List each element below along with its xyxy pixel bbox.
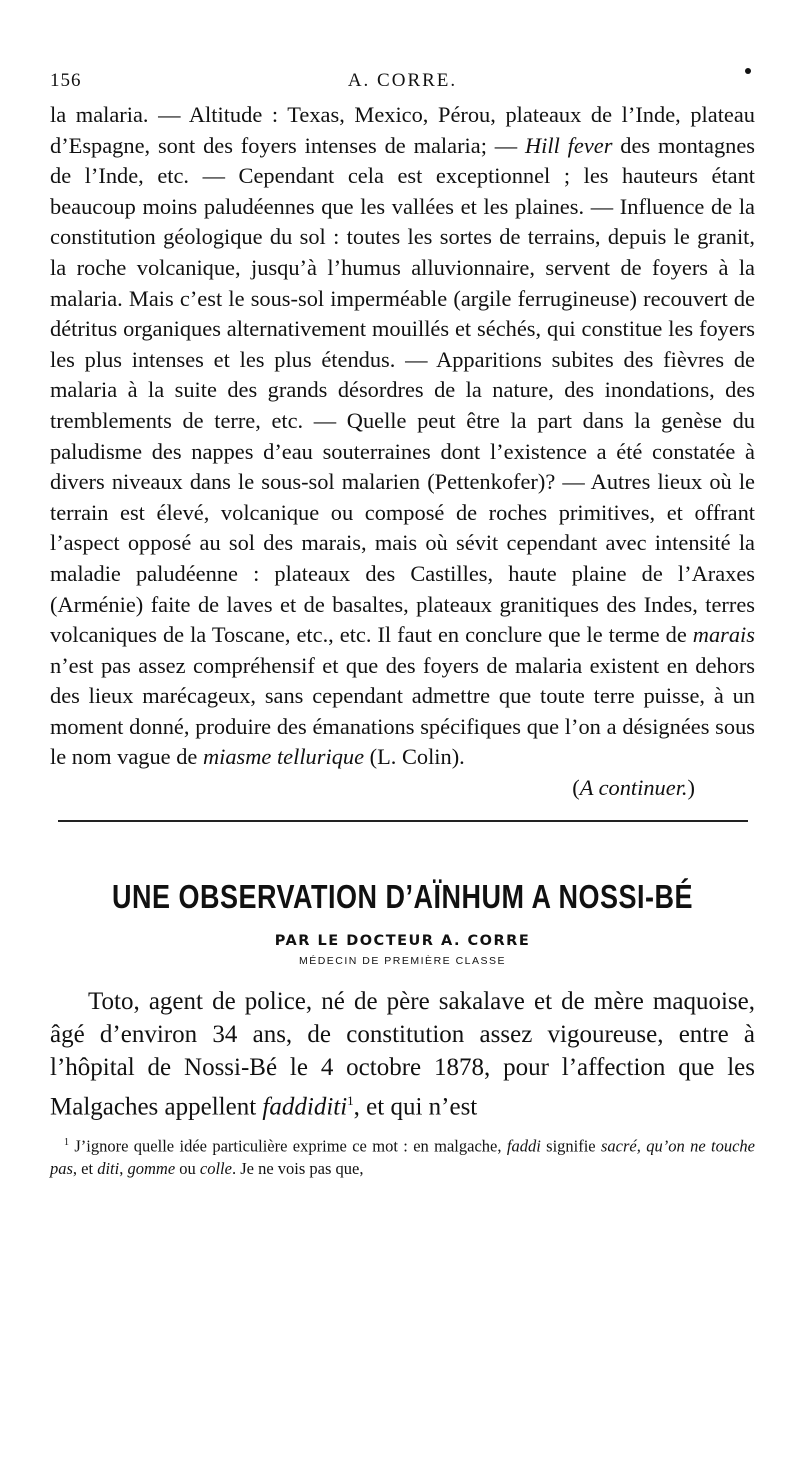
italic-phrase: sacré, qu’on ne touche pas	[50, 1136, 756, 1179]
page-number: 156	[50, 70, 82, 91]
text-run: ,	[119, 1159, 128, 1179]
footnote	[50, 1131, 755, 1181]
book-page	[50, 70, 755, 1197]
italic-phrase: colle	[199, 1159, 232, 1179]
text-run: la malaria. — Altitude : Texas, Mexico, Pérou, plateaux de l’Inde, plateau d’Espagne, sont des foyers intenses de malaria; —	[50, 102, 755, 158]
text-run: , et	[72, 1159, 98, 1179]
italic-phrase: marais	[692, 622, 755, 648]
italic-phrase: diti	[97, 1159, 120, 1179]
italic-phrase: Hill fever	[525, 132, 613, 158]
running-head	[50, 70, 755, 100]
article-author: PAR LE DOCTEUR A. CORRE	[274, 932, 531, 949]
italic-phrase: miasme tellurique	[202, 744, 365, 770]
continued-paragraph	[50, 100, 755, 773]
text-run: J’ignore quelle idée particulière exprime ce mot : en malgache,	[74, 1136, 507, 1156]
author-rank: MÉDECIN DE PREMIÈRE CLASSE	[298, 954, 507, 967]
footnote-marker: 1	[64, 1136, 69, 1148]
text-run: . Je ne vois pas que,	[231, 1159, 364, 1179]
italic-phrase: faddi	[506, 1136, 541, 1156]
text-run: signifie	[540, 1136, 601, 1156]
text-run: (L. Colin).	[364, 744, 465, 770]
article-paragraph	[50, 985, 755, 1123]
text-run: ou	[175, 1159, 200, 1179]
text-run: n’est pas assez compréhensif et que des foyers de malaria existent en dehors des lieux marécageux, sans cependant admettre que toute terre puisse, à un moment donné, produire des émanations spécifiques que l’on a désignées sous le nom vague de	[50, 652, 755, 770]
footnote-reference: 1	[347, 1092, 354, 1108]
section-divider	[58, 820, 748, 822]
italic-phrase: faddiditi	[262, 1092, 348, 1120]
text-run: Toto, agent de police, né de père sakalave et de mère maquoise, âgé d’environ 34 ans, de constitution assez vigoureuse, entre à l’hôpital de Nossi-Bé le 4 octobre 1878, pour l’affection que les Malgaches appellent	[50, 987, 755, 1120]
continuation-note-text: A continuer.	[579, 775, 688, 801]
running-title: A. CORRE.	[347, 70, 458, 91]
text-run: , et qui n’est	[353, 1092, 478, 1120]
article-title: UNE OBSERVATION D’AÏNHUM A NOSSI-BÉ	[111, 877, 694, 916]
footnote-text	[50, 1136, 755, 1178]
continuation-note: (A continuer.)	[572, 775, 695, 801]
text-run: des montagnes de l’Inde, etc. — Cependant cela est exceptionnel ; les hauteurs étant beaucoup moins paludéennes que les vallées et les plaines. — Influence de la constitution géologique du sol : toutes les sortes de terrains, depuis le granit, la roche volcanique, jusqu’à l’humus alluvionnaire, servent de foyers à la malaria. Mais c’est le sous-sol imperméable (argile ferrugineuse) recouvert de détritus organiques alternativement mouillés et séchés, qui constitue les foyers les plus intenses et les plus étendus. — Apparitions subites des fièvres de malaria à la suite des grands désordres de la nature, des inondations, des tremblements de terre, etc. — Quelle peut être la part dans la genèse du paludisme des nappes d’eau souterraines dont l’existence a été constatée à divers niveaux dans le sous-sol malarien (Pettenkofer)? — Autres lieux où le terrain est élevé, volcanique ou composé de roches primitives, et offrant l’aspect opposé au sol des marais, mais où sévit cependant avec intensité la maladie paludéenne : plateaux des Castilles, haute plaine de l’Araxes (Arménie) faite de laves et de basaltes, plateaux granitiques des Indes, terres volcaniques de la Toscane, etc., etc. Il faut en conclure que le terme de	[50, 132, 755, 648]
italic-phrase: gomme	[127, 1159, 176, 1179]
